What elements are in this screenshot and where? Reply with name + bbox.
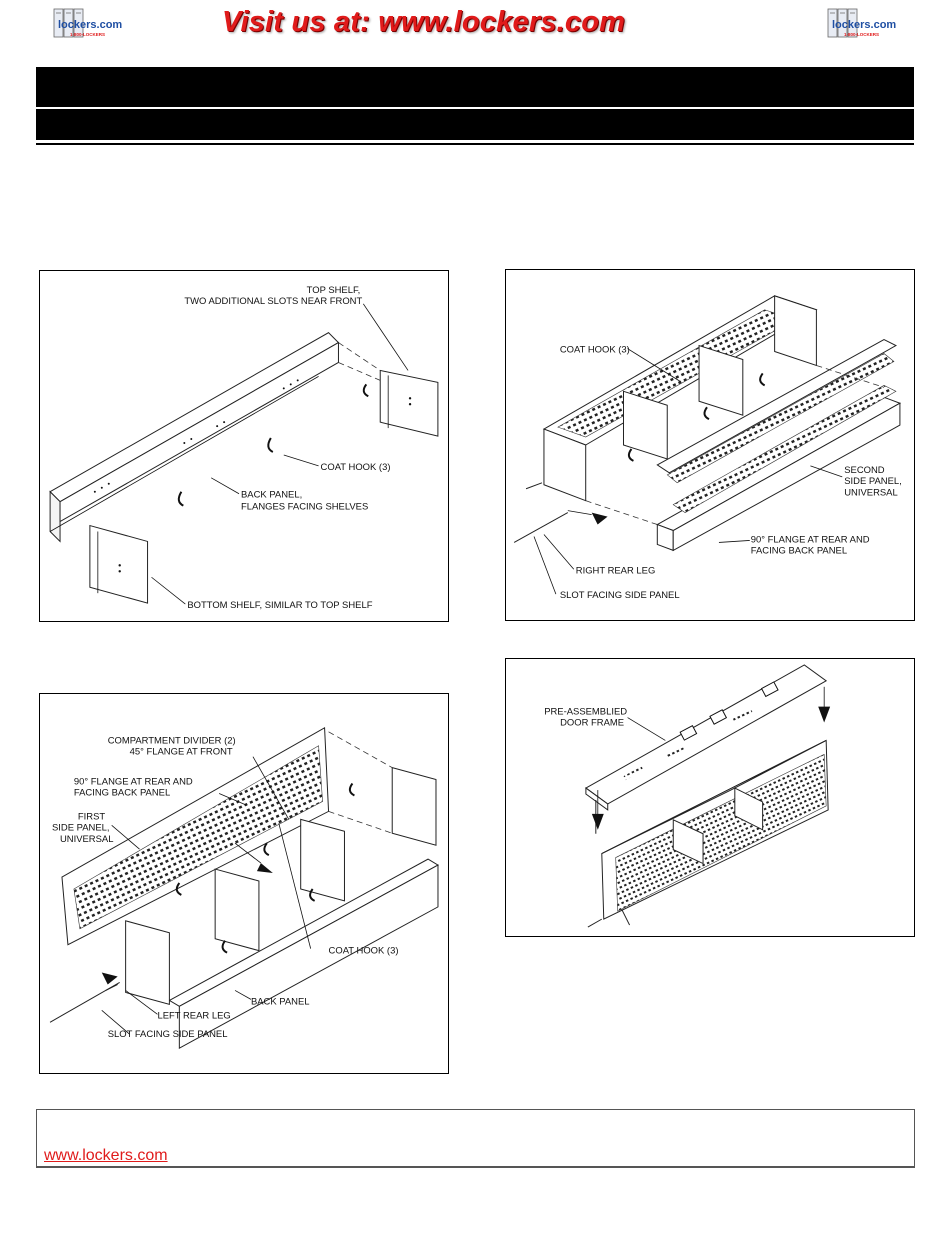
callout-right-rear-leg: RIGHT REAR LEG bbox=[575, 565, 656, 577]
callout-left-rear-leg: LEFT REAR LEG bbox=[157, 1010, 231, 1022]
figure-door-frame bbox=[505, 658, 915, 937]
locker-logo-icon bbox=[52, 6, 122, 42]
footer-website-link[interactable]: www.lockers.com bbox=[44, 1147, 168, 1164]
callout-second-side-3: UNIVERSAL bbox=[844, 487, 898, 499]
callout-flange-1: 90° FLANGE AT REAR AND bbox=[73, 776, 193, 788]
first-side-panel-diagram bbox=[40, 694, 448, 1073]
callout-divider-1: COMPARTMENT DIVIDER (2) bbox=[107, 735, 236, 747]
callout-back-panel-1: BACK PANEL, bbox=[241, 489, 303, 501]
callout-bottom-shelf: BOTTOM SHELF, SIMILAR TO TOP SHELF bbox=[187, 600, 373, 612]
callout-back-panel: BACK PANEL bbox=[250, 996, 310, 1008]
subtitle-bar bbox=[36, 109, 914, 140]
callout-second-side-2: SIDE PANEL, bbox=[844, 475, 902, 487]
callout-coat-hook: COAT HOOK (3) bbox=[559, 344, 630, 356]
header-divider bbox=[36, 143, 914, 145]
callout-coat-hook: COAT HOOK (3) bbox=[320, 461, 391, 473]
callout-slot-facing: SLOT FACING SIDE PANEL bbox=[559, 590, 680, 602]
callout-top-shelf-1: TOP SHELF, bbox=[306, 284, 361, 296]
callout-divider-2: 45° FLANGE AT FRONT bbox=[129, 746, 233, 758]
callout-door-frame-1: PRE-ASSEMBLIED bbox=[544, 706, 628, 718]
callout-flange-2: FACING BACK PANEL bbox=[750, 545, 848, 557]
callout-first-side-3: UNIVERSAL bbox=[59, 834, 114, 846]
callout-slot-facing: SLOT FACING SIDE PANEL bbox=[107, 1029, 228, 1041]
logo-brand-text: lockers.com bbox=[832, 19, 896, 31]
callout-second-side-1: SECOND bbox=[844, 464, 885, 476]
callout-coat-hook: COAT HOOK (3) bbox=[328, 945, 399, 957]
logo-phone-text: 1-800-LOCKERS bbox=[70, 32, 106, 37]
lockers-logo-right[interactable] bbox=[826, 6, 896, 42]
door-frame-diagram bbox=[506, 659, 914, 936]
second-side-panel-diagram bbox=[506, 270, 914, 620]
callout-first-side-1: FIRST bbox=[77, 811, 106, 823]
callout-back-panel-2: FLANGES FACING SHELVES bbox=[241, 501, 369, 513]
callout-flange-2: FACING BACK PANEL bbox=[73, 787, 171, 799]
locker-logo-icon bbox=[826, 6, 896, 42]
lockers-logo-left[interactable] bbox=[52, 6, 122, 42]
title-bar bbox=[36, 67, 914, 107]
figure-first-side-panel bbox=[39, 693, 449, 1074]
callout-top-shelf-2: TWO ADDITIONAL SLOTS NEAR FRONT bbox=[184, 295, 363, 307]
logo-phone-text: 1-800-LOCKERS bbox=[844, 32, 880, 37]
website-banner[interactable]: Visit us at: www.lockers.com bbox=[222, 6, 626, 38]
callout-door-frame-2: DOOR FRAME bbox=[560, 717, 625, 729]
figure-second-side-panel bbox=[505, 269, 915, 621]
figure-shelves-back-panel bbox=[39, 270, 449, 622]
shelves-back-panel-diagram bbox=[40, 271, 448, 621]
callout-flange-1: 90° FLANGE AT REAR AND bbox=[750, 534, 870, 546]
callout-first-side-2: SIDE PANEL, bbox=[52, 822, 110, 834]
logo-brand-text: lockers.com bbox=[58, 19, 122, 31]
